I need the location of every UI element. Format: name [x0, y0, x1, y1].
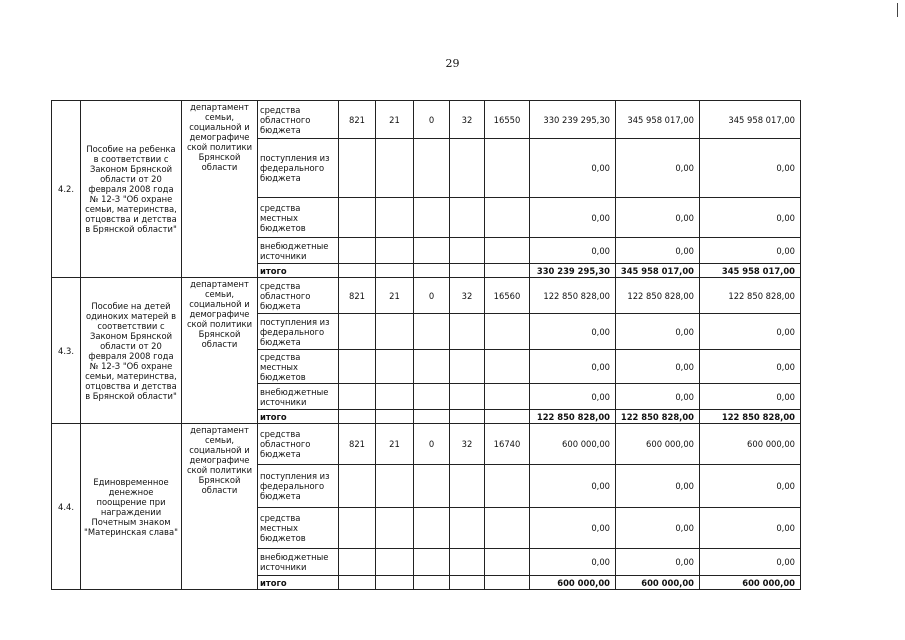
grbs-code [339, 508, 376, 549]
total-label: итого [258, 410, 339, 424]
entry-name: Пособие на детей одиноких матерей в соответствии с Законом Брянской области от 20 февраля 2008 года № 12-З "Об охране семьи, материнства, отцовства и детства в Брянской области" [81, 278, 182, 424]
section-code [376, 549, 414, 576]
amount-year-3: 0,00 [700, 350, 801, 384]
amount-year-2: 0,00 [616, 139, 700, 198]
funding-source: средства местных бюджетов [258, 350, 339, 384]
expense-type-code [450, 238, 485, 264]
scan-edge-mark [897, 3, 898, 17]
amount-year-3: 345 958 017,00 [700, 101, 801, 139]
amount-year-1: 0,00 [530, 350, 616, 384]
funding-source: поступления из федерального бюджета [258, 314, 339, 350]
target-item-code [485, 314, 530, 350]
target-item-code [485, 465, 530, 508]
amount-year-1: 330 239 295,30 [530, 101, 616, 139]
amount-year-2: 345 958 017,00 [616, 101, 700, 139]
entry-number: 4.2. [52, 101, 81, 278]
grbs-code: 821 [339, 101, 376, 139]
grbs-code: 821 [339, 424, 376, 465]
amount-year-2: 0,00 [616, 384, 700, 410]
page-number: 29 [445, 57, 460, 70]
amount-year-3: 0,00 [700, 465, 801, 508]
amount-year-3: 0,00 [700, 384, 801, 410]
funding-source: средства областного бюджета [258, 278, 339, 314]
target-item-code: 16740 [485, 424, 530, 465]
target-item-code: 16550 [485, 101, 530, 139]
amount-year-3: 122 850 828,00 [700, 278, 801, 314]
amount-year-2: 0,00 [616, 549, 700, 576]
amount-year-1: 122 850 828,00 [530, 278, 616, 314]
total-year-3: 122 850 828,00 [700, 410, 801, 424]
funding-source: средства областного бюджета [258, 424, 339, 465]
section-code: 21 [376, 101, 414, 139]
amount-year-2: 0,00 [616, 465, 700, 508]
target-item-code [485, 350, 530, 384]
funding-source: средства местных бюджетов [258, 198, 339, 238]
section-code [376, 350, 414, 384]
grbs-code [339, 549, 376, 576]
subsection-code [414, 350, 450, 384]
expense-type-code [450, 465, 485, 508]
total-year-2: 345 958 017,00 [616, 264, 700, 278]
total-year-1: 330 239 295,30 [530, 264, 616, 278]
section-code [376, 508, 414, 549]
total-year-3: 345 958 017,00 [700, 264, 801, 278]
subsection-code: 0 [414, 278, 450, 314]
funding-source: внебюджетные источники [258, 384, 339, 410]
subsection-code: 0 [414, 424, 450, 465]
amount-year-2: 122 850 828,00 [616, 278, 700, 314]
amount-year-3: 0,00 [700, 314, 801, 350]
funding-source: поступления из федерального бюджета [258, 465, 339, 508]
total-label: итого [258, 576, 339, 590]
expense-type-code: 32 [450, 101, 485, 139]
entry-name: Пособие на ребенка в соответствии с Законом Брянской области от 20 февраля 2008 года № 12-З "Об охране семьи, материнства, отцовства и детства в Брянской области" [81, 101, 182, 278]
subsection-code: 0 [414, 101, 450, 139]
section-code [376, 139, 414, 198]
expense-type-code [450, 384, 485, 410]
grbs-code [339, 198, 376, 238]
target-item-code [485, 198, 530, 238]
entry-department: департамент семьи, социальной и демографиче ской политики Брянской области [182, 424, 258, 590]
expense-type-code [450, 139, 485, 198]
expense-type-code [450, 350, 485, 384]
entry-number: 4.3. [52, 278, 81, 424]
grbs-code [339, 465, 376, 508]
target-item-code [485, 549, 530, 576]
subsection-code [414, 198, 450, 238]
expense-type-code: 32 [450, 278, 485, 314]
subsection-code [414, 465, 450, 508]
amount-year-3: 0,00 [700, 508, 801, 549]
funding-source: внебюджетные источники [258, 238, 339, 264]
expense-type-code [450, 198, 485, 238]
amount-year-1: 600 000,00 [530, 424, 616, 465]
subsection-code [414, 314, 450, 350]
funding-source: средства областного бюджета [258, 101, 339, 139]
section-code [376, 384, 414, 410]
subsection-code [414, 384, 450, 410]
funding-source: поступления из федерального бюджета [258, 139, 339, 198]
section-code: 21 [376, 424, 414, 465]
budget-table [51, 100, 801, 590]
entry-department: департамент семьи, социальной и демографиче ской политики Брянской области [182, 101, 258, 278]
section-code [376, 314, 414, 350]
expense-type-code: 32 [450, 424, 485, 465]
amount-year-1: 0,00 [530, 198, 616, 238]
subsection-code [414, 549, 450, 576]
grbs-code: 821 [339, 278, 376, 314]
target-item-code [485, 508, 530, 549]
target-item-code [485, 139, 530, 198]
subsection-code [414, 139, 450, 198]
amount-year-1: 0,00 [530, 384, 616, 410]
amount-year-3: 0,00 [700, 549, 801, 576]
grbs-code [339, 139, 376, 198]
amount-year-3: 0,00 [700, 139, 801, 198]
amount-year-2: 0,00 [616, 238, 700, 264]
section-code [376, 198, 414, 238]
target-item-code: 16560 [485, 278, 530, 314]
entry-number: 4.4. [52, 424, 81, 590]
expense-type-code [450, 549, 485, 576]
funding-source: средства местных бюджетов [258, 508, 339, 549]
amount-year-2: 0,00 [616, 508, 700, 549]
amount-year-1: 0,00 [530, 549, 616, 576]
total-year-3: 600 000,00 [700, 576, 801, 590]
entry-department: департамент семьи, социальной и демографиче ской политики Брянской области [182, 278, 258, 424]
amount-year-1: 0,00 [530, 508, 616, 549]
section-code: 21 [376, 278, 414, 314]
amount-year-3: 600 000,00 [700, 424, 801, 465]
table-row [52, 101, 801, 139]
grbs-code [339, 314, 376, 350]
amount-year-2: 0,00 [616, 314, 700, 350]
total-year-1: 122 850 828,00 [530, 410, 616, 424]
funding-source: внебюджетные источники [258, 549, 339, 576]
target-item-code [485, 384, 530, 410]
target-item-code [485, 238, 530, 264]
grbs-code [339, 238, 376, 264]
amount-year-2: 0,00 [616, 350, 700, 384]
subsection-code [414, 238, 450, 264]
total-label: итого [258, 264, 339, 278]
expense-type-code [450, 508, 485, 549]
section-code [376, 238, 414, 264]
total-year-2: 122 850 828,00 [616, 410, 700, 424]
amount-year-1: 0,00 [530, 139, 616, 198]
expense-type-code [450, 314, 485, 350]
amount-year-3: 0,00 [700, 238, 801, 264]
amount-year-2: 0,00 [616, 198, 700, 238]
amount-year-1: 0,00 [530, 314, 616, 350]
amount-year-1: 0,00 [530, 238, 616, 264]
total-year-2: 600 000,00 [616, 576, 700, 590]
entry-name: Единовременное денежное поощрение при награждении Почетным знаком "Материнская слава" [81, 424, 182, 590]
table-row [52, 424, 801, 465]
subsection-code [414, 508, 450, 549]
amount-year-2: 600 000,00 [616, 424, 700, 465]
grbs-code [339, 384, 376, 410]
table-row [52, 278, 801, 314]
amount-year-1: 0,00 [530, 465, 616, 508]
section-code [376, 465, 414, 508]
amount-year-3: 0,00 [700, 198, 801, 238]
total-year-1: 600 000,00 [530, 576, 616, 590]
grbs-code [339, 350, 376, 384]
